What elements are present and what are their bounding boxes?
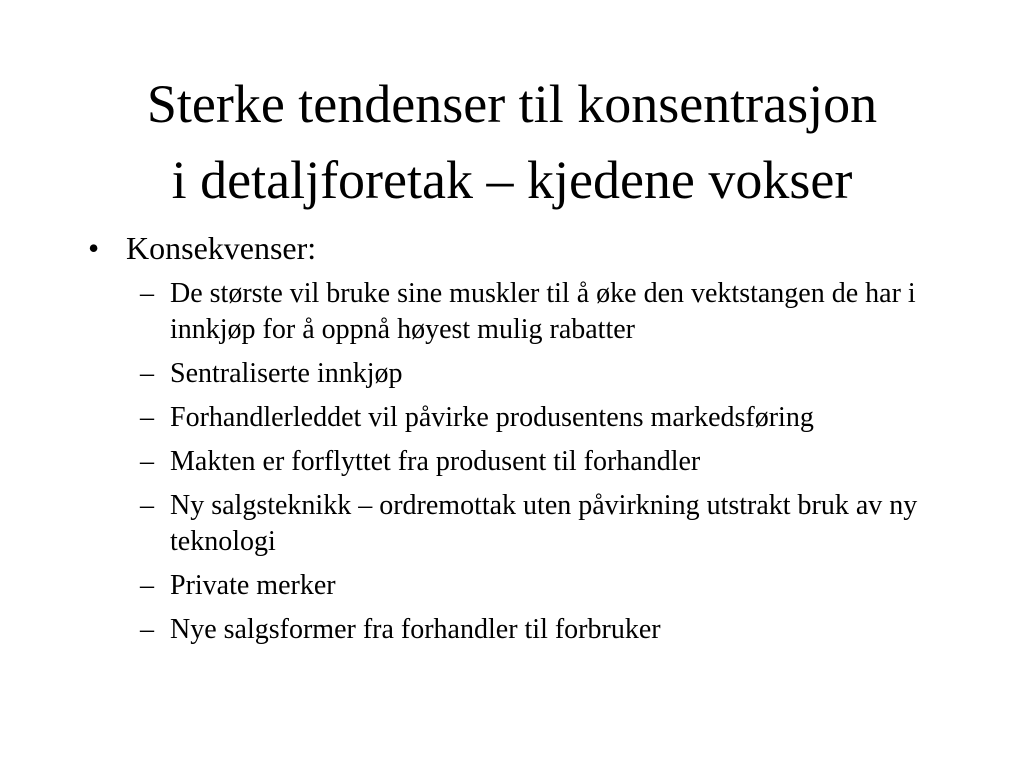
dash-icon: – <box>140 446 154 477</box>
sub-bullet-item <box>88 488 968 560</box>
slide-body <box>88 228 968 656</box>
sub-bullet-text: De største vil bruke sine muskler til å øke den vektstangen de har i innkjøp for å oppnå høyest mulig rabatter <box>170 278 916 345</box>
dash-icon: – <box>140 614 154 645</box>
sub-bullet-item <box>88 400 968 436</box>
sub-bullet-item <box>88 612 968 648</box>
sub-bullet-item <box>88 356 968 392</box>
main-bullet-text: Konsekvenser: <box>126 230 317 266</box>
dash-icon: – <box>140 490 154 521</box>
dash-icon: – <box>140 358 154 389</box>
sub-bullet-text: Ny salgsteknikk – ordremottak uten påvirkning utstrakt bruk av ny teknologi <box>170 490 918 557</box>
sub-bullet-item <box>88 276 968 348</box>
title-line-2: i detaljforetak – kjedene vokser <box>171 150 853 210</box>
dash-icon: – <box>140 570 154 601</box>
sub-bullet-text: Makten er forflyttet fra produsent til forhandler <box>170 446 701 477</box>
sub-bullet-text: Private merker <box>170 570 336 601</box>
dash-icon: – <box>140 278 154 309</box>
sub-bullet-list <box>88 276 968 648</box>
bullet-icon: • <box>88 230 100 266</box>
slide-title <box>40 66 984 218</box>
main-bullet-item <box>88 228 968 268</box>
sub-bullet-text: Nye salgsformer fra forhandler til forbruker <box>170 614 661 645</box>
sub-bullet-item <box>88 444 968 480</box>
sub-bullet-text: Sentraliserte innkjøp <box>170 358 403 389</box>
title-line-1: Sterke tendenser til konsentrasjon <box>146 74 878 134</box>
sub-bullet-item <box>88 568 968 604</box>
sub-bullet-text: Forhandlerleddet vil påvirke produsentens markedsføring <box>170 402 814 433</box>
dash-icon: – <box>140 402 154 433</box>
